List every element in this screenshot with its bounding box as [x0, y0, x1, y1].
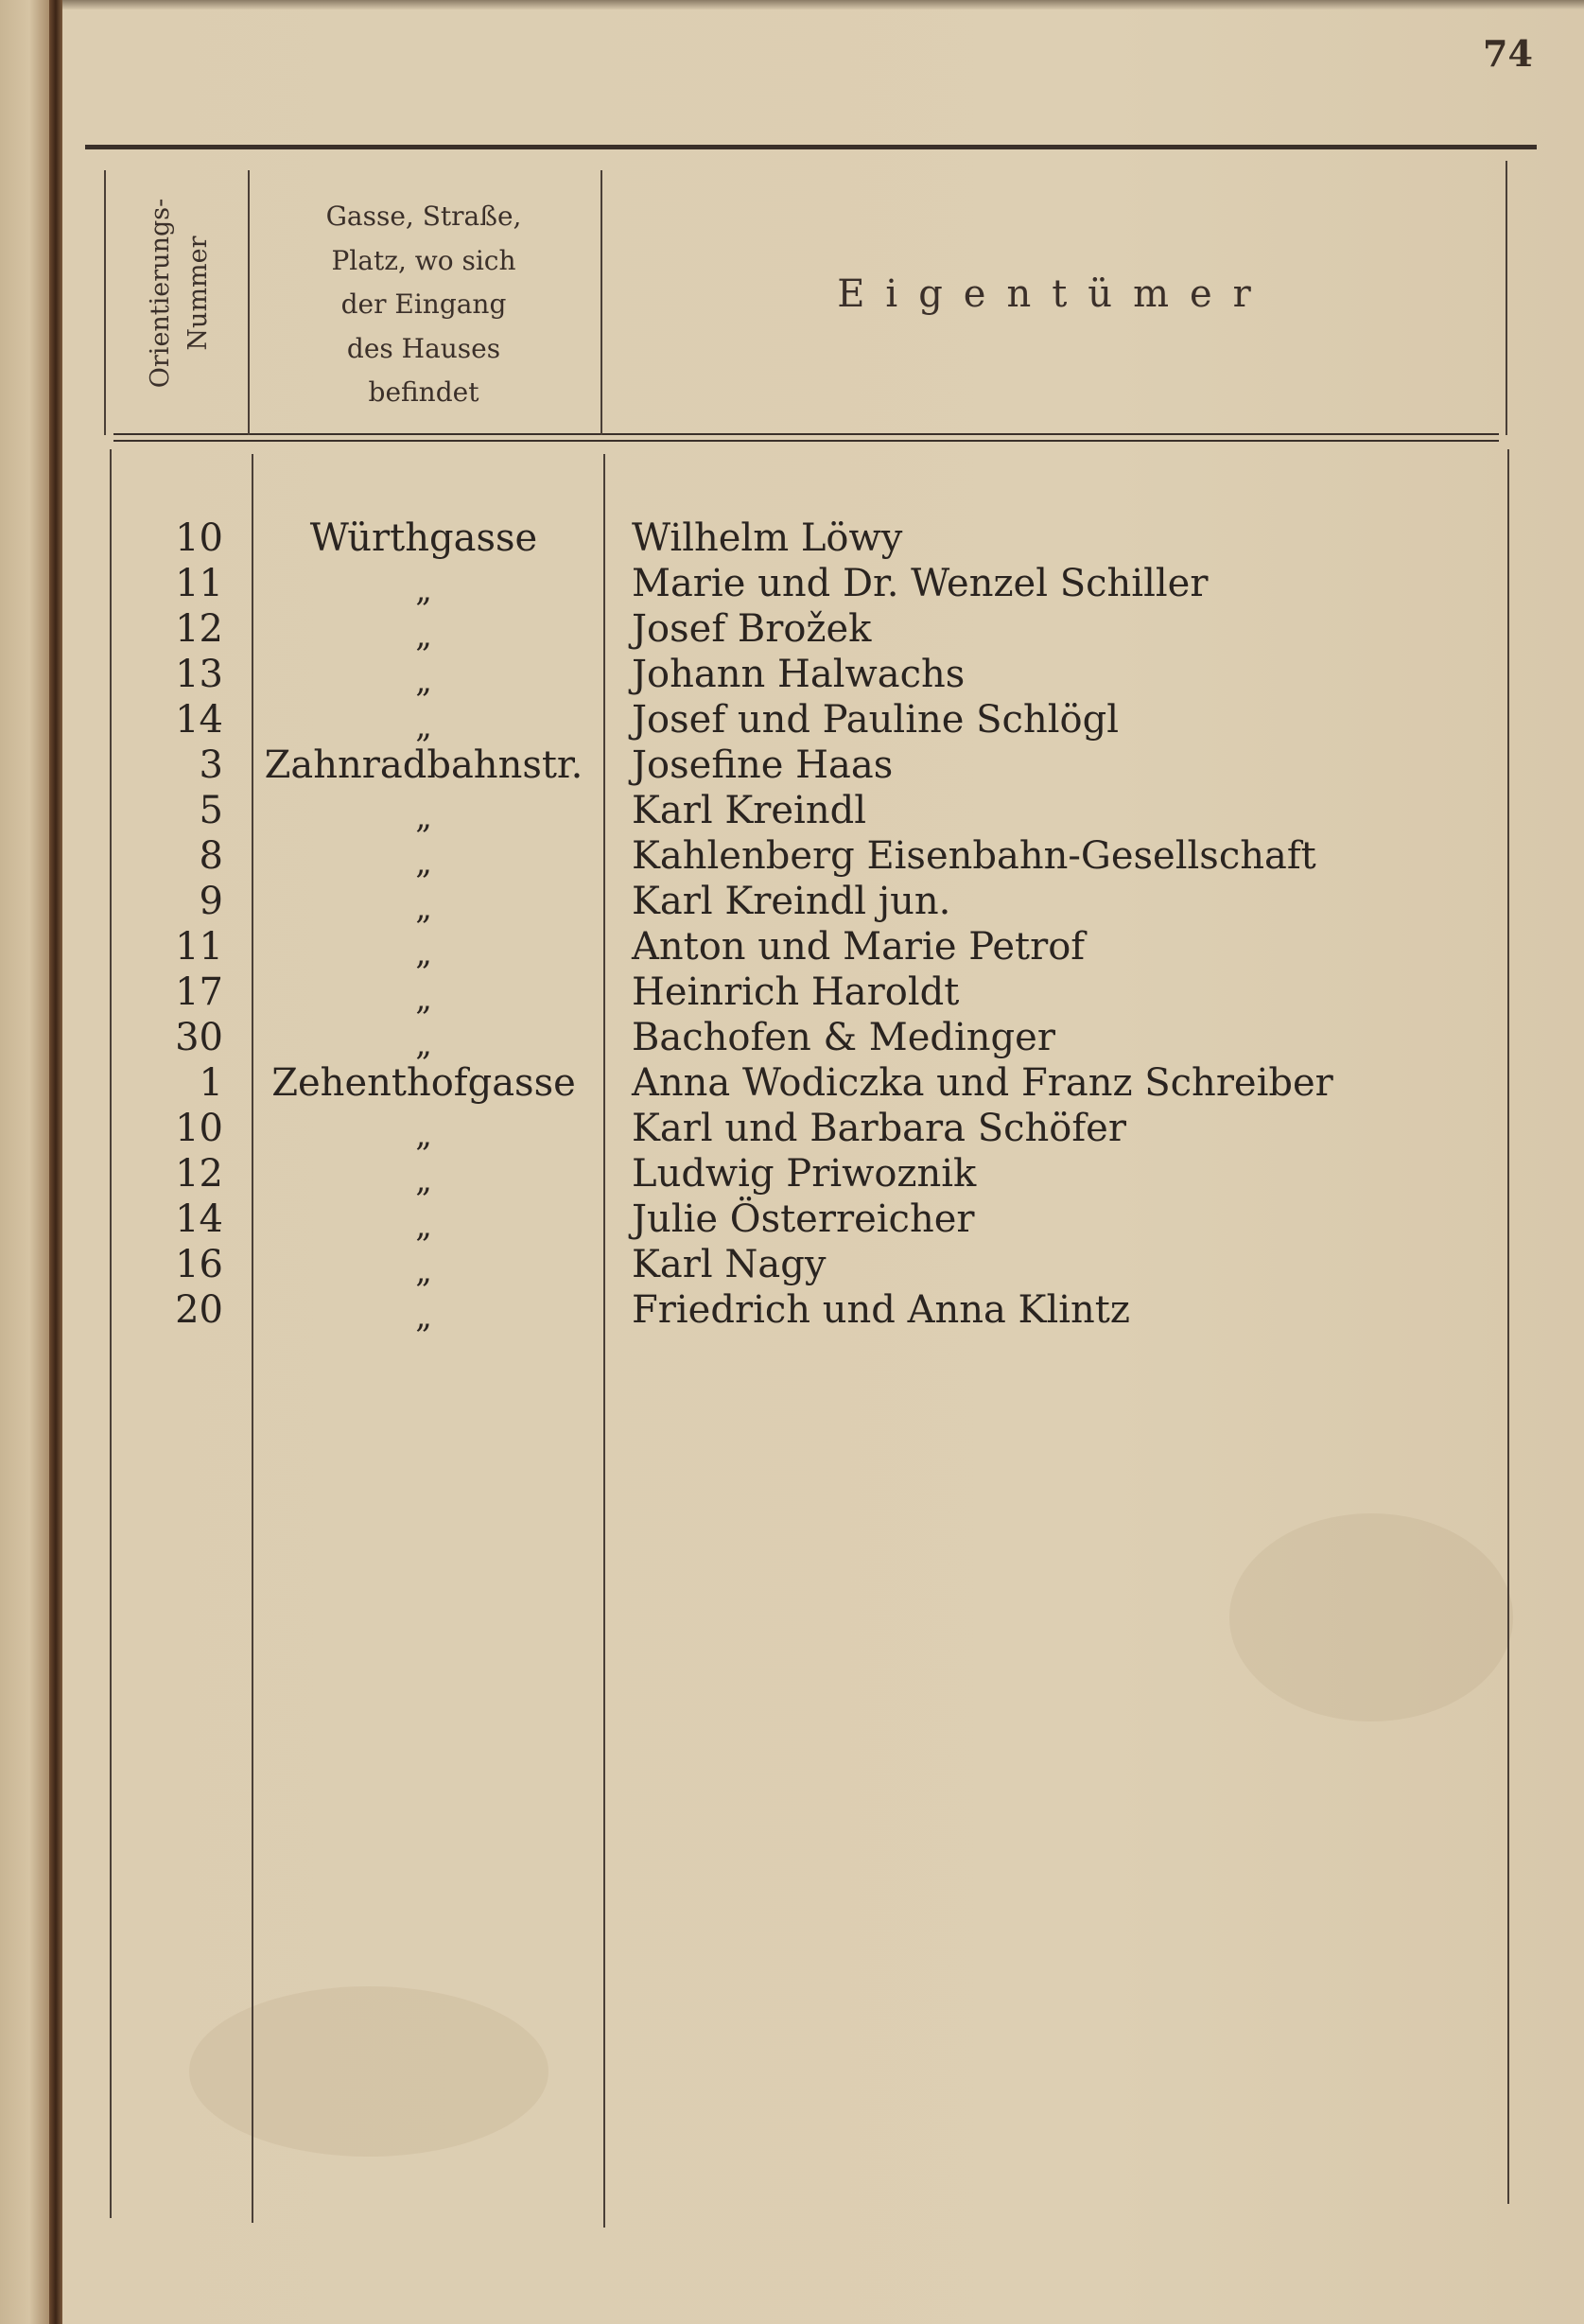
header-street-line: der Eingang: [340, 288, 507, 320]
owner-name: Heinrich Haroldt: [632, 970, 960, 1014]
house-number: 10: [175, 1107, 223, 1150]
owner-name: Kahlenberg Eisenbahn-Gesellschaft: [632, 834, 1316, 878]
ditto-mark: „: [415, 1252, 432, 1290]
column-divider: [601, 170, 602, 435]
header-bottom-rule: [113, 433, 1499, 435]
owner-name: Karl und Barbara Schöfer: [632, 1107, 1126, 1150]
table-row: [0, 1242, 1584, 1290]
street-name: Zehenthofgasse: [271, 1061, 576, 1105]
column-divider: [248, 170, 250, 435]
house-number: 16: [175, 1243, 223, 1286]
owner-name: Wilhelm Löwy: [632, 516, 903, 560]
header-owner-column: Eigentümer: [837, 272, 1272, 316]
house-number: 20: [175, 1288, 223, 1332]
header-number-line: Orientierungs-: [146, 198, 175, 389]
header-street-line: des Hauses: [346, 332, 501, 364]
ditto-mark: „: [415, 798, 432, 836]
house-number: 11: [175, 925, 223, 969]
owner-name: Josef und Pauline Schlögl: [632, 698, 1119, 742]
table-row: [0, 743, 1584, 788]
owner-name: Karl Kreindl jun.: [632, 880, 951, 923]
house-number: 12: [175, 1152, 223, 1196]
house-number: 17: [175, 970, 223, 1014]
table-row: [0, 561, 1584, 609]
header-number-line: Nummer: [183, 236, 213, 351]
ditto-mark: „: [415, 617, 432, 655]
house-number: 9: [199, 880, 223, 923]
house-number: 13: [175, 653, 223, 696]
table-row: [0, 970, 1584, 1018]
ditto-mark: „: [415, 1162, 432, 1199]
paper-stain: [189, 1986, 548, 2157]
owner-name: Bachofen & Medinger: [632, 1016, 1055, 1059]
house-number: 11: [175, 562, 223, 605]
paper-stain: [1229, 1513, 1513, 1721]
house-number: 5: [199, 789, 223, 832]
ditto-mark: „: [415, 844, 432, 882]
table-row: [0, 1151, 1584, 1197]
owner-name: Anton und Marie Petrof: [632, 925, 1086, 969]
table-row: [0, 1287, 1584, 1336]
house-number: 12: [175, 607, 223, 651]
owner-name: Marie und Dr. Wenzel Schiller: [632, 562, 1209, 605]
ditto-mark: „: [415, 889, 432, 927]
ditto-mark: „: [415, 1298, 432, 1336]
header-street-line: befindet: [368, 376, 479, 408]
table-row: [0, 879, 1584, 927]
table-row: [0, 1015, 1584, 1063]
ditto-mark: „: [415, 935, 432, 972]
header-street-column: [253, 195, 594, 415]
owner-name: Ludwig Priwoznik: [632, 1152, 977, 1196]
header-street-line: Gasse, Straße,: [325, 201, 522, 232]
table-row: [0, 652, 1584, 700]
owner-name: Johann Halwachs: [632, 653, 966, 696]
house-number: 10: [175, 516, 223, 560]
page-top-edge: [62, 0, 1584, 9]
table-row: [0, 606, 1584, 655]
table-row: [0, 924, 1584, 970]
table-top-rule: [85, 145, 1537, 149]
table-row: [0, 788, 1584, 836]
page-number: 74: [1483, 32, 1533, 75]
ditto-mark: „: [415, 980, 432, 1018]
house-number: 30: [175, 1016, 223, 1059]
ditto-mark: „: [415, 1116, 432, 1154]
owner-name: Julie Österreicher: [632, 1197, 975, 1241]
house-number: 14: [175, 698, 223, 742]
table-row: [0, 833, 1584, 882]
street-name: Würthgasse: [309, 516, 538, 560]
table-row: [0, 1060, 1584, 1106]
ditto-mark: „: [415, 708, 432, 745]
house-number: 14: [175, 1197, 223, 1241]
table-row: [0, 697, 1584, 743]
header-number-column: [132, 180, 246, 426]
owner-name: Josefine Haas: [632, 743, 894, 787]
ditto-mark: „: [415, 662, 432, 700]
column-divider: [104, 170, 106, 435]
table-row: [0, 1106, 1584, 1154]
owner-name: Anna Wodiczka und Franz Schreiber: [632, 1061, 1333, 1105]
house-number: 1: [199, 1061, 223, 1105]
ditto-mark: „: [415, 571, 432, 609]
header-bottom-rule-double: [113, 440, 1499, 442]
table-row: [0, 515, 1584, 561]
table-row: [0, 1197, 1584, 1245]
owner-name: Friedrich und Anna Klintz: [632, 1288, 1130, 1332]
ditto-mark: „: [415, 1207, 432, 1245]
header-street-line: Platz, wo sich: [331, 244, 516, 276]
house-number: 3: [199, 743, 223, 787]
ditto-mark: „: [415, 1025, 432, 1063]
owner-name: Karl Nagy: [632, 1243, 827, 1286]
house-number: 8: [199, 834, 223, 878]
column-divider: [1506, 161, 1507, 435]
owner-name: Josef Brožek: [632, 607, 872, 651]
owner-name: Karl Kreindl: [632, 789, 866, 832]
street-name: Zahnradbahnstr.: [264, 743, 583, 787]
